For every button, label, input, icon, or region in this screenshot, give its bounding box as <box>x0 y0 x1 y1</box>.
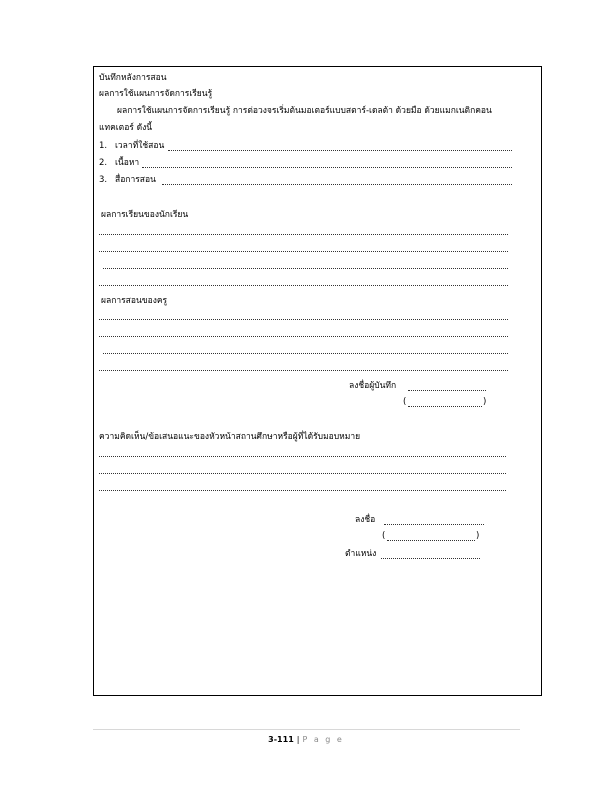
fill-line-media[interactable] <box>162 184 512 185</box>
section-title-teacher-result: ผลการสอนของครู <box>101 296 168 306</box>
item-label-teaching-time: เวลาที่ใช้สอน <box>115 141 165 151</box>
recorder-signature-line[interactable] <box>408 390 486 391</box>
report-frame <box>93 66 542 696</box>
recorder-signature-label: ลงชื่อผู้บันทึก <box>349 381 397 391</box>
fill-line-teaching-time[interactable] <box>168 150 512 151</box>
director-signature-label: ลงชื่อ <box>355 515 376 525</box>
fill-line[interactable] <box>99 319 508 320</box>
fill-line[interactable] <box>99 370 508 371</box>
fill-line[interactable] <box>99 251 508 252</box>
intro-text-line1: ผลการใช้แผนการจัดการเรียนรู้ การต่อวงจรเริ่มต้นมอเตอร์แบบสตาร์-เดลต้า ด้วยมือ ด้วยแมกเนติกคอน <box>117 106 492 116</box>
footer-separator: | <box>296 735 300 744</box>
director-position-line[interactable] <box>381 558 480 559</box>
fill-line[interactable] <box>103 268 508 269</box>
director-signature-line[interactable] <box>384 524 484 525</box>
fill-line[interactable] <box>99 456 506 457</box>
fill-line[interactable] <box>99 234 508 235</box>
fill-line[interactable] <box>99 336 508 337</box>
section-title-director-comment: ความคิดเห็น/ข้อเสนอแนะของหัวหน้าสถานศึกษาหรือผู้ที่ได้รับมอบหมาย <box>99 432 361 442</box>
recorder-paren-open: ( <box>403 397 407 407</box>
item-label-media: สื่อการสอน <box>115 175 156 185</box>
fill-line[interactable] <box>103 353 508 354</box>
director-paren-close: ) <box>476 531 480 541</box>
page-footer <box>0 735 612 744</box>
director-paren-open: ( <box>382 531 386 541</box>
page-heading: บันทึกหลังการสอน <box>99 73 167 83</box>
item-number-2: 2. <box>99 158 108 168</box>
fill-line[interactable] <box>99 473 506 474</box>
director-name-line[interactable] <box>387 540 475 541</box>
item-number-1: 1. <box>99 141 108 151</box>
fill-line[interactable] <box>99 285 508 286</box>
fill-line-content[interactable] <box>142 167 512 168</box>
page-word: P a g e <box>302 735 344 744</box>
recorder-paren-close: ) <box>483 397 487 407</box>
recorder-name-line[interactable] <box>408 406 482 407</box>
page-number: 3-111 <box>268 735 294 744</box>
footer-divider <box>93 729 520 730</box>
fill-line[interactable] <box>99 490 506 491</box>
section-title-student-result: ผลการเรียนของนักเรียน <box>101 210 189 220</box>
section-title-plan-result: ผลการใช้แผนการจัดการเรียนรู้ <box>99 89 213 99</box>
item-number-3: 3. <box>99 175 108 185</box>
item-label-content: เนื้อหา <box>115 158 140 168</box>
director-position-label: ตำแหน่ง <box>345 549 377 559</box>
intro-text-line2: แทคเตอร์ ดังนี้ <box>99 123 153 133</box>
